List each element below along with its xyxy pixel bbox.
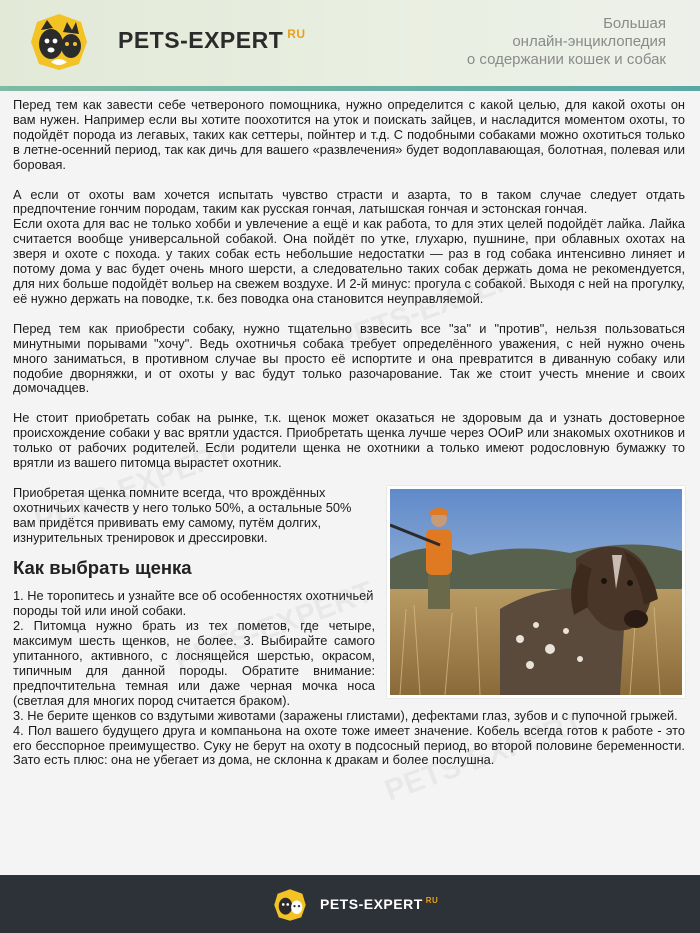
site-header [0, 0, 700, 86]
footer-logo-text[interactable]: PETS-EXPERT $^{RU}$ [320, 896, 439, 912]
list-item: 4. Пол вашего будущего друга и компаньона на охоте тоже имеет значение. Кобель всегда готов к работе - это его бесспорное преимущество. Суку не берут на охоту в подсосный период, во второй половине беременности. Зато есть плюс: она не убегает из дома, не склонна к дракам и более послушна. [13, 722, 685, 768]
tagline-line: онлайн-энциклопедия [512, 33, 666, 50]
article-paragraph: Перед тем как завести себе четвероного помощника, нужно определится с какой целью, для какой охоты он вам нужен. Например если вы хотите поохотится на уток и поискать зайцев, и насладится моментом охоты, то подойдёт порода из легавых, таких как сеттеры, пойнтер и т.д. С подобными собаками можно охотиться только в летне-осенний период, так как дичь для вашего «развлечения» будет водоплавающая, болотная, полевая или боровая. [13, 97, 685, 172]
tagline-line: Большая [603, 15, 666, 32]
site-tagline [467, 15, 666, 69]
header-accent-stripe [0, 86, 700, 91]
site-logo-text[interactable]: PETS-EXPERT $^{RU}$ [118, 27, 306, 53]
article-paragraph: А если от охоты вам хочется испытать чувство страсти и азарта, то в таком случае следует отдать предпочтение гончим породам, таким как русская гончая, латышская гончая и эстонская гончая. [13, 186, 685, 217]
hunting-dog-photo [387, 486, 685, 698]
article-paragraph: Не стоит приобретать собак на рынке, т.к. щенок может оказаться не здоровым да и узнать достоверное происхождение собаки у вас врятли удастся. Приобретать щенка лучше через ООиР или знакомых охотников и только от рабочих родителей. Если родители щенка не охотники а только имеют родословную бумажку то врятли из вашего питомца вырастет охотник. [13, 410, 685, 471]
article-paragraph: Если охота для вас не только хобби и увлечение а ещё и как работа, то для этих целей подойдёт лайка. Лайка считается вообще универсальной собакой. Она пойдёт по утке, глухарю, пушнине, при облавных охотах на зверя и охоте с похода. у таких собак есть небольшие недостатки — раз в год собака интенсивно линяет и потому дома у вас будет очень много шерсти, а следовательно таких собак держать дома не рекомендуется, для них больше подойдёт вольер на свежем воздухе. И 2-й минус: прогула с собакой. Выходя с ней на прогулку, её нужно держать на поводке, т.к. без поводка она становится неуправляемой. [13, 216, 685, 306]
article-paragraph: Перед тем как приобрести собаку, нужно тщательно взвесить все "за" и "против", нельзя пользоваться минутными порывами "хочу". Ведь охотничья собака требует определённого уважения, с ней нужно очень много заниматься, в противном случае вы просто её испортите и она превратится в диванную собаку или подобие дворняжки, и от охоты у вас будут только разочарование. Так же стоит учесть мнение и своих домочадцев. [13, 320, 685, 396]
article-paragraph: Приобретая щенка помните всегда, что врождённых охотничьих качеств у него только 50%, а остальные 50% вам придётся прививать ему самому, путём долгих, изнурительных тренировок и дрессировки. [13, 484, 352, 545]
list-item: 2. Питомца нужно брать из тех пометов, где четыре, максимум шесть щенков, не более. 3. Выбирайте самого упитанного, активного, с лоснящейся шерстью, окрасом, типичным для данной породы. Обратите внимание: предпочтительна темная или даже черная мочка носа (светлая для многих пород считается браком). [13, 618, 375, 708]
tagline-line: о содержании кошек и собак [466, 51, 666, 68]
pets-logo-icon[interactable] [272, 887, 308, 923]
list-item: 1. Не торопитесь и узнайте все об особенностях охотничьей породы той или иной собаки. [13, 588, 374, 619]
pets-logo-icon[interactable] [27, 10, 91, 74]
site-footer [0, 875, 700, 933]
list-item: 3. Не берите щенков со вздутыми животами (заражены глистами), дефектами глаз, зубов и с пупочной грыжей. [13, 707, 678, 723]
article-body [13, 98, 685, 768]
section-heading: Как выбрать щенка [13, 556, 192, 578]
